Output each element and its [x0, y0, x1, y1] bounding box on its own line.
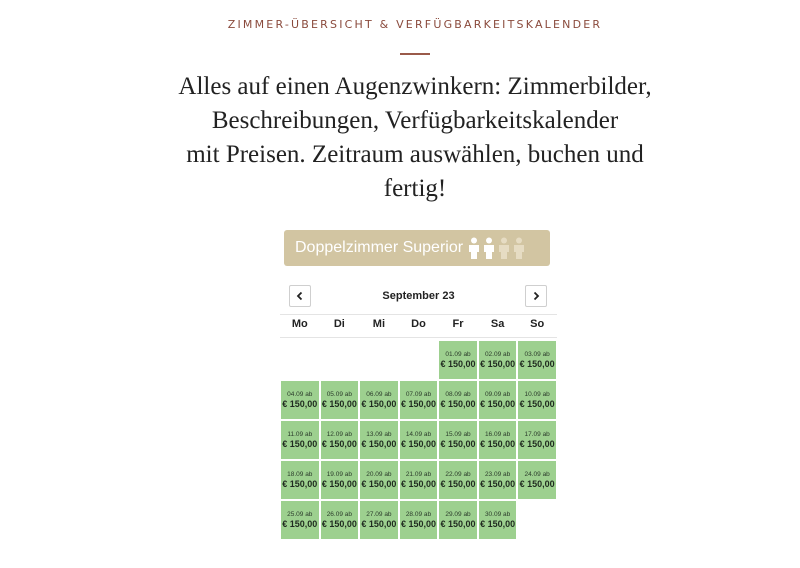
empty-day-cell: [320, 340, 360, 380]
day-date-label: 09.09 ab: [484, 391, 511, 398]
day-date-label: 25.09 ab: [287, 511, 313, 518]
day-price: € 150,00: [282, 519, 318, 529]
weekday-label: So: [530, 318, 545, 330]
day-cell[interactable]: [399, 420, 439, 460]
day-price: € 150,00: [282, 439, 318, 449]
day-cell[interactable]: [280, 460, 320, 500]
day-date-label: 13.09 ab: [366, 431, 392, 438]
day-price: € 150,00: [480, 479, 516, 489]
day-cell[interactable]: [399, 500, 439, 540]
weekday-label: Sa: [490, 318, 505, 330]
day-price: € 150,00: [440, 359, 476, 369]
day-price: € 150,00: [519, 479, 555, 489]
day-cell[interactable]: [320, 460, 360, 500]
day-date-label: 16.09 ab: [484, 431, 511, 438]
day-cell[interactable]: [359, 500, 399, 540]
day-cell[interactable]: [320, 420, 360, 460]
day-price: € 150,00: [361, 399, 397, 409]
day-price: € 150,00: [519, 359, 555, 369]
calendar-header: [280, 282, 557, 314]
weekday-label: Mo: [291, 318, 308, 330]
day-cell[interactable]: [478, 500, 518, 540]
day-price: € 150,00: [321, 479, 357, 489]
title-divider: [400, 53, 430, 55]
day-price: € 150,00: [282, 479, 318, 489]
empty-day-cell: [280, 340, 320, 380]
day-cell[interactable]: [280, 500, 320, 540]
day-price: € 150,00: [321, 439, 357, 449]
room-header[interactable]: [284, 230, 550, 266]
calendar-divider: [280, 337, 557, 338]
person-icon: [467, 237, 481, 259]
day-date-label: 02.09 ab: [484, 351, 511, 358]
day-date-label: 04.09 ab: [287, 391, 313, 398]
day-date-label: 19.09 ab: [326, 471, 352, 478]
day-date-label: 11.09 ab: [287, 431, 313, 438]
day-price: € 150,00: [480, 439, 516, 449]
weekday-label: Do: [411, 318, 426, 330]
day-date-label: 22.09 ab: [445, 471, 471, 478]
day-price: € 150,00: [361, 479, 397, 489]
month-label: September 23: [382, 290, 455, 302]
day-price: € 150,00: [361, 519, 397, 529]
day-date-label: 20.09 ab: [366, 471, 392, 478]
section-headline: [150, 70, 680, 206]
chevron-right-icon: [531, 291, 541, 301]
day-date-label: 08.09 ab: [445, 391, 471, 398]
headline-line: Alles auf einen Augenzwinkern: Zimmerbilder,: [178, 73, 652, 100]
day-cell[interactable]: [517, 460, 557, 500]
day-price: € 150,00: [321, 519, 357, 529]
day-date-label: 06.09 ab: [366, 391, 392, 398]
day-price: € 150,00: [480, 519, 516, 529]
day-cell[interactable]: [478, 420, 518, 460]
day-date-label: 18.09 ab: [287, 471, 313, 478]
headline-line: mit Preisen. Zeitraum auswählen, buchen und: [186, 141, 644, 168]
section-eyebrow: ZIMMER-ÜBERSICHT & VERFÜGBARKEITSKALENDER: [227, 18, 603, 31]
day-date-label: 26.09 ab: [326, 511, 352, 518]
day-date-label: 10.09 ab: [524, 391, 550, 398]
day-date-label: 01.09 ab: [445, 351, 471, 358]
day-cell[interactable]: [517, 420, 557, 460]
day-date-label: 28.09 ab: [405, 511, 432, 518]
day-date-label: 15.09 ab: [445, 431, 471, 438]
headline-line: fertig!: [383, 175, 447, 202]
day-date-label: 12.09 ab: [326, 431, 352, 438]
day-price: € 150,00: [440, 439, 476, 449]
person-icon: [482, 237, 496, 259]
next-month-button[interactable]: [525, 285, 547, 307]
occupancy-icons: [467, 237, 527, 259]
day-price: € 150,00: [282, 399, 318, 409]
calendar-divider: [280, 314, 557, 315]
day-price: € 150,00: [480, 399, 516, 409]
weekday-label: Fr: [452, 318, 464, 330]
day-cell[interactable]: [359, 460, 399, 500]
headline-line: Beschreibungen, Verfügbarkeitskalender: [211, 107, 619, 134]
day-price: € 150,00: [519, 399, 555, 409]
day-cell[interactable]: [438, 500, 478, 540]
day-cell[interactable]: [359, 380, 399, 420]
day-cell[interactable]: [399, 460, 439, 500]
day-cell[interactable]: [399, 380, 439, 420]
day-cell[interactable]: [359, 420, 399, 460]
day-date-label: 17.09 ab: [524, 431, 550, 438]
day-date-label: 14.09 ab: [405, 431, 432, 438]
day-cell[interactable]: [478, 380, 518, 420]
day-cell[interactable]: [280, 380, 320, 420]
day-price: € 150,00: [361, 439, 397, 449]
person-icon: [512, 237, 526, 259]
day-price: € 150,00: [400, 439, 436, 449]
calendar-grid: [280, 340, 557, 540]
day-date-label: 07.09 ab: [405, 391, 432, 398]
weekday-row: [280, 318, 557, 330]
day-cell[interactable]: [517, 340, 557, 380]
day-cell[interactable]: [438, 380, 478, 420]
day-price: € 150,00: [440, 399, 476, 409]
day-cell[interactable]: [517, 380, 557, 420]
day-price: € 150,00: [440, 519, 476, 529]
day-price: € 150,00: [480, 359, 516, 369]
empty-day-cell: [399, 340, 439, 380]
day-date-label: 23.09 ab: [484, 471, 511, 478]
day-date-label: 03.09 ab: [524, 351, 550, 358]
day-cell[interactable]: [478, 340, 518, 380]
empty-day-cell: [359, 340, 399, 380]
day-date-label: 30.09 ab: [484, 511, 511, 518]
day-date-label: 29.09 ab: [445, 511, 471, 518]
day-date-label: 21.09 ab: [405, 471, 432, 478]
day-date-label: 24.09 ab: [524, 471, 550, 478]
day-cell[interactable]: [280, 420, 320, 460]
person-icon: [497, 237, 511, 259]
day-price: € 150,00: [400, 399, 436, 409]
day-cell[interactable]: [320, 500, 360, 540]
weekday-label: Di: [333, 318, 345, 330]
day-cell[interactable]: [438, 420, 478, 460]
day-cell[interactable]: [438, 460, 478, 500]
day-date-label: 27.09 ab: [366, 511, 392, 518]
day-price: € 150,00: [440, 479, 476, 489]
day-cell[interactable]: [478, 460, 518, 500]
day-cell[interactable]: [320, 380, 360, 420]
day-price: € 150,00: [400, 479, 436, 489]
day-date-label: 05.09 ab: [326, 391, 352, 398]
weekday-label: Mi: [372, 318, 386, 330]
day-price: € 150,00: [519, 439, 555, 449]
day-cell[interactable]: [438, 340, 478, 380]
day-price: € 150,00: [321, 399, 357, 409]
room-name: Doppelzimmer Superior: [295, 239, 464, 256]
day-price: € 150,00: [400, 519, 436, 529]
